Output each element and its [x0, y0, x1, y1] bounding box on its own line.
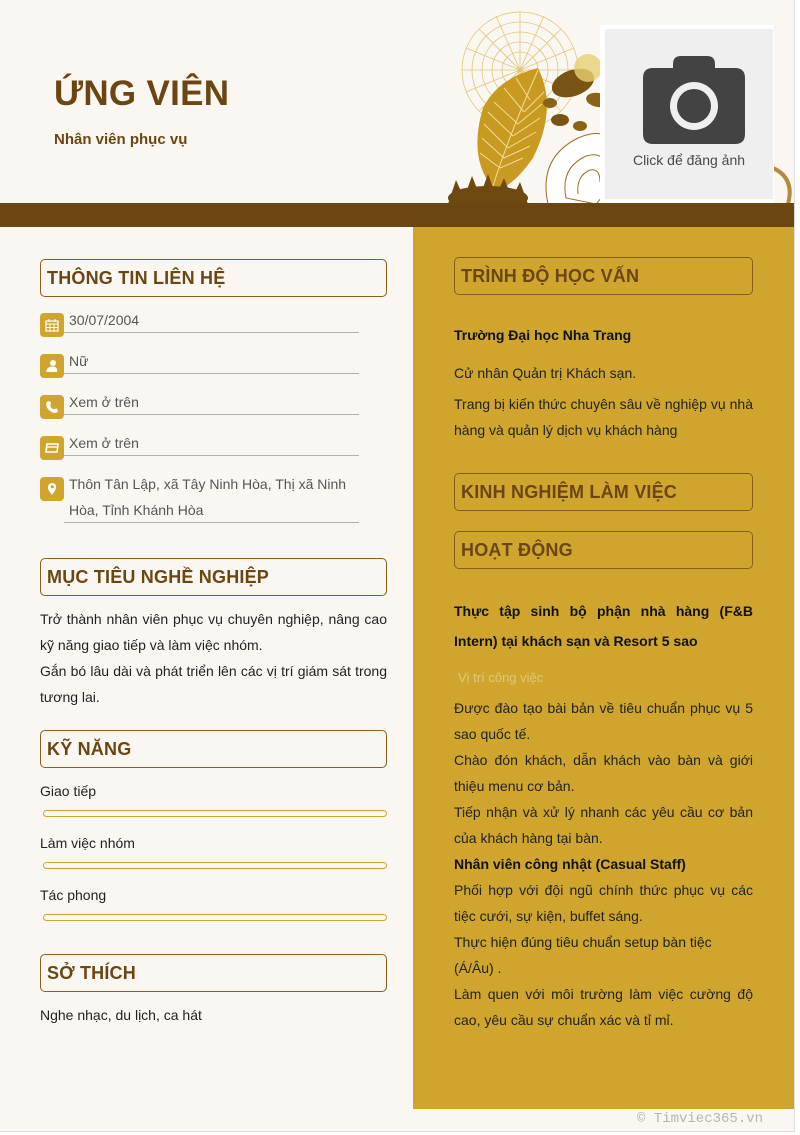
- activities-section-title[interactable]: HOẠT ĐỘNG: [454, 531, 753, 569]
- activity-2-title[interactable]: Nhân viên công nhật (Casual Staff): [454, 856, 686, 872]
- divider: [64, 522, 359, 523]
- user-icon: [40, 354, 64, 378]
- hobbies-text[interactable]: Nghe nhạc, du lịch, ca hát: [40, 1007, 202, 1023]
- activity-1-line-3[interactable]: Tiếp nhận và xử lý nhanh các yêu cầu cơ bản của khách hàng tại bàn.: [454, 804, 753, 846]
- birthdate-value: 30/07/2004: [69, 312, 140, 328]
- activity-1-title[interactable]: Thực tập sinh bộ phận nhà hàng (F&B Intern) tại khách sạn và Resort 5 sao: [454, 603, 753, 649]
- cv-header: [0, 0, 795, 203]
- divider: [64, 414, 359, 415]
- divider: [64, 332, 359, 333]
- phone-value: Xem ở trên: [69, 394, 139, 410]
- skill-bar-manner[interactable]: [43, 914, 387, 921]
- education-degree[interactable]: Cử nhân Quản trị Khách sạn.: [454, 365, 637, 381]
- objective-section-title[interactable]: MỤC TIÊU NGHỀ NGHIỆP: [40, 558, 387, 596]
- skill-bar-communication[interactable]: [43, 810, 387, 817]
- calendar-icon: [40, 313, 64, 337]
- hobbies-section-title[interactable]: SỞ THÍCH: [40, 954, 387, 992]
- activity-2-line-3[interactable]: Làm quen với môi trường làm việc cường độ cao, yêu cầu sự chuẩn xác và tỉ mỉ.: [454, 986, 753, 1028]
- objective-line-2[interactable]: Gắn bó lâu dài và phát triển lên các vị trí giám sát trong tương lai.: [40, 663, 387, 705]
- location-icon: [40, 477, 64, 501]
- activity-1-line-2[interactable]: Chào đón khách, dẫn khách vào bàn và giới thiệu menu cơ bản.: [454, 752, 753, 794]
- skill-bar-teamwork[interactable]: [43, 862, 387, 869]
- skill-label-teamwork[interactable]: Làm việc nhóm: [40, 835, 135, 851]
- phone-icon: [40, 395, 64, 419]
- education-description[interactable]: Trang bị kiến thức chuyên sâu về nghiệp vụ nhà hàng và quản lý dịch vụ khách hàng: [454, 396, 753, 438]
- candidate-name[interactable]: ỨNG VIÊN: [54, 74, 230, 113]
- header-band: [0, 203, 795, 227]
- experience-section-title[interactable]: KINH NGHIỆM LÀM VIỆC: [454, 473, 753, 511]
- activity-1-position-placeholder[interactable]: Vị trí công việc: [458, 670, 544, 685]
- skill-label-communication[interactable]: Giao tiếp: [40, 783, 97, 799]
- watermark: © Timviec365.vn: [637, 1111, 764, 1127]
- avatar-placeholder: [605, 29, 773, 199]
- candidate-job-title[interactable]: Nhân viên phục vụ: [54, 131, 188, 148]
- email-icon: [40, 436, 64, 460]
- activity-1-line-1[interactable]: Được đào tạo bài bản về tiêu chuẩn phục vụ 5 sao quốc tế.: [454, 700, 753, 742]
- activity-2-line-1[interactable]: Phối hợp với đội ngũ chính thức phục vụ các tiệc cưới, sự kiện, buffet sáng.: [454, 882, 753, 924]
- address-value: Thôn Tân Lập, xã Tây Ninh Hòa, Thị xã Ninh Hòa, Tỉnh Khánh Hòa: [69, 476, 347, 518]
- divider: [64, 373, 359, 374]
- skill-label-manner[interactable]: Tác phong: [40, 887, 107, 903]
- gender-value: Nữ: [69, 353, 89, 369]
- divider: [64, 455, 359, 456]
- objective-line-1[interactable]: Trở thành nhân viên phục vụ chuyên nghiệp, nâng cao kỹ năng giao tiếp và làm việc nhóm.: [40, 611, 387, 653]
- email-value: Xem ở trên: [69, 435, 139, 451]
- activity-2-line-2[interactable]: Thực hiện đúng tiêu chuẩn setup bàn tiệc (Á/Âu) .: [454, 934, 712, 976]
- education-section-title[interactable]: TRÌNH ĐỘ HỌC VẤN: [454, 257, 753, 295]
- upload-photo-button[interactable]: [600, 25, 774, 203]
- contact-section-title[interactable]: THÔNG TIN LIÊN HỆ: [40, 259, 387, 297]
- camera-icon: [643, 56, 745, 144]
- skills-section-title[interactable]: KỸ NĂNG: [40, 730, 387, 768]
- upload-photo-caption: Click để đăng ảnh: [632, 152, 746, 168]
- education-school[interactable]: Trường Đại học Nha Trang: [454, 327, 632, 343]
